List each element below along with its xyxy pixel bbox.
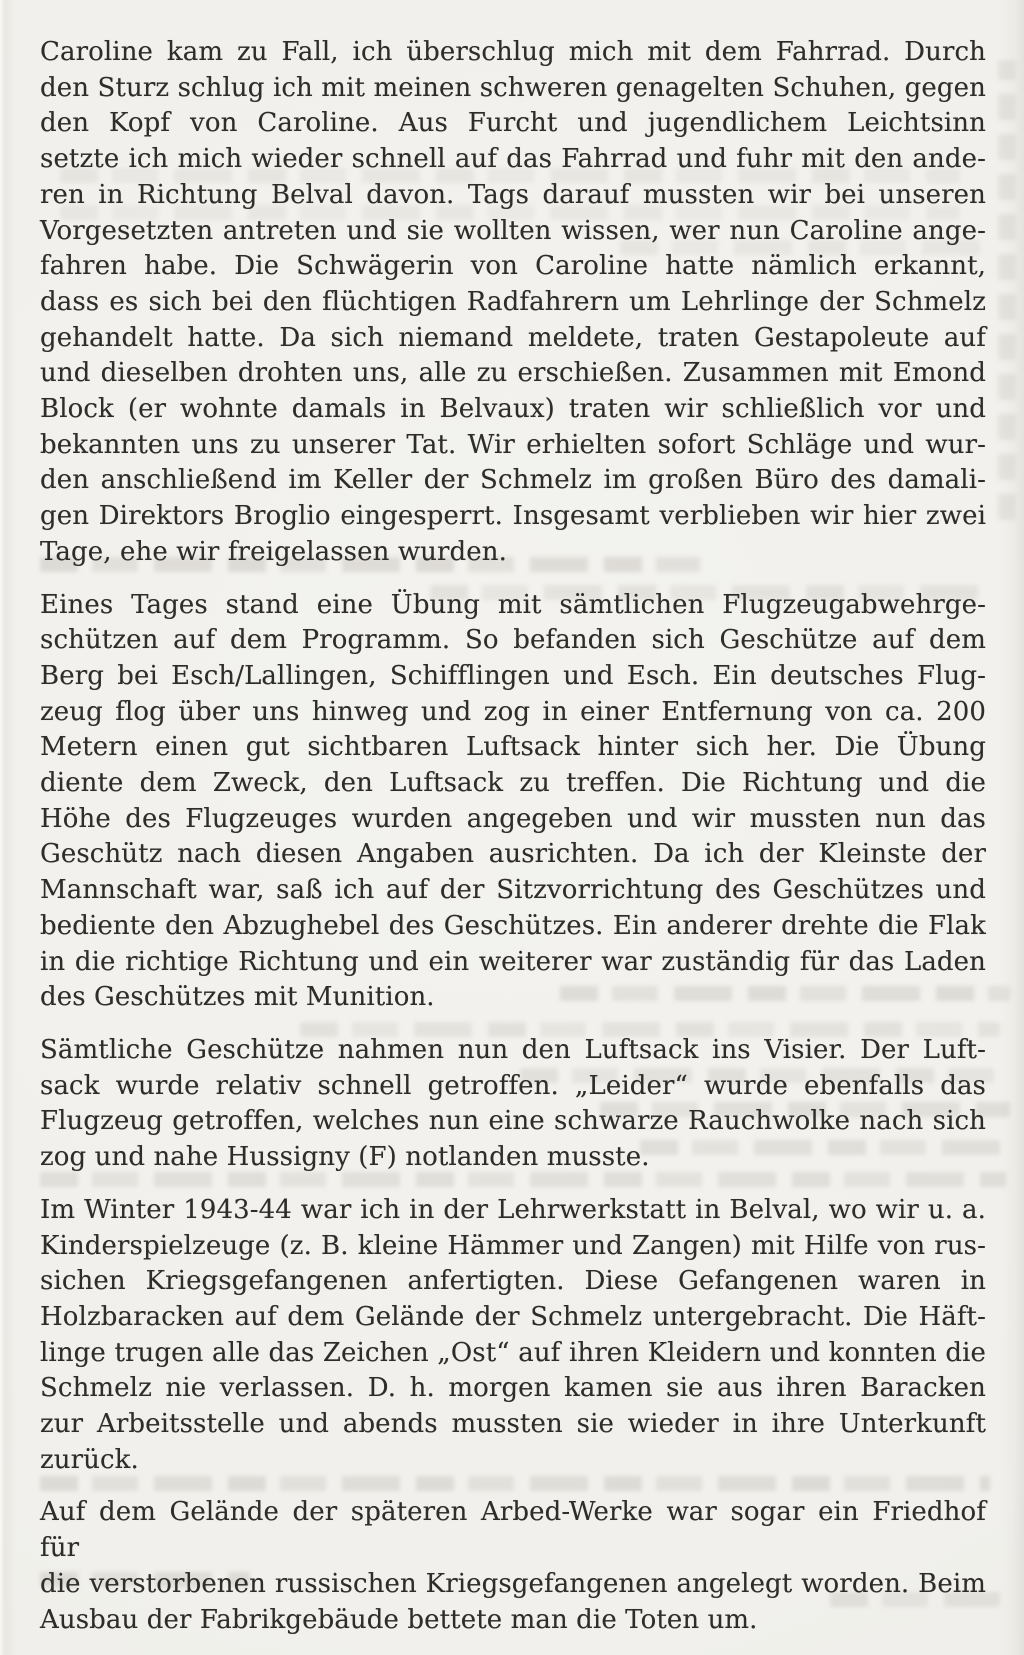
text-line: Vorgesetzten antreten und sie wollten wissen, wer nun Caroline ange- — [40, 215, 986, 246]
text-line: Metern einen gut sichtbaren Luftsack hinter sich her. Die Übung — [40, 732, 986, 763]
text-line: Flugzeug getroffen, welches nun eine schwarze Rauchwolke nach sich — [40, 1106, 986, 1137]
text-line: Auf dem Gelände der späteren Arbed-Werke war sogar ein Friedhof für — [40, 1497, 986, 1564]
text-line: Geschütz nach diesen Angaben ausrichten. Da ich der Kleinste der — [40, 839, 986, 870]
text-line: zur Arbeitsstelle und abends mussten sie wieder in ihre Unterkunft — [40, 1409, 986, 1440]
text-line: gehandelt hatte. Da sich niemand meldete, traten Gestapoleute auf — [40, 322, 986, 353]
text-line: in die richtige Richtung und ein weiterer war zuständig für das Laden — [40, 946, 986, 977]
text-line: Eines Tages stand eine Übung mit sämtlichen Flugzeugabwehrge- — [40, 589, 986, 620]
text-line: Schmelz nie verlassen. D. h. morgen kamen sie aus ihren Baracken — [40, 1373, 986, 1404]
text-line: den anschließend im Keller der Schmelz im großen Büro des damali- — [40, 465, 986, 496]
text-line: setzte ich mich wieder schnell auf das Fahrrad und fuhr mit den ande- — [40, 144, 986, 175]
text-line: Sämtliche Geschütze nahmen nun den Luftsack ins Visier. Der Luft- — [40, 1034, 986, 1065]
text-line: zurück. — [40, 1444, 139, 1475]
text-line: Block (er wohnte damals in Belvaux) traten wir schließlich vor und — [40, 394, 986, 425]
text-line: Tage, ehe wir freigelassen wurden. — [40, 536, 507, 567]
text-line: Mannschaft war, saß ich auf der Sitzvorrichtung des Geschützes und — [40, 875, 986, 906]
text-line: Kinderspielzeuge (z. B. kleine Hämmer und Zangen) mit Hilfe von rus- — [40, 1230, 986, 1261]
text-line: den Kopf von Caroline. Aus Furcht und jugendlichem Leichtsinn — [40, 108, 986, 139]
text-line: gen Direktors Broglio eingesperrt. Insgesamt verblieben wir hier zwei — [40, 501, 986, 532]
paragraph — [40, 1495, 986, 1638]
text-line: Caroline kam zu Fall, ich überschlug mich mit dem Fahrrad. Durch — [40, 37, 986, 67]
text-line: Ausbau der Fabrikgebäude bettete man die Toten um. — [40, 1604, 758, 1635]
text-line: bediente den Abzughebel des Geschützes. Ein anderer drehte die Flak — [40, 910, 986, 941]
text-line: sack wurde relativ schnell getroffen. „Leider“ wurde ebenfalls das — [40, 1070, 986, 1101]
text-line: sichen Kriegsgefangenen anfertigten. Diese Gefangenen waren in — [40, 1266, 986, 1297]
text-line: fahren habe. Die Schwägerin von Caroline hatte nämlich erkannt, — [40, 251, 986, 282]
text-line: die verstorbenen russischen Kriegsgefangenen angelegt worden. Beim — [40, 1568, 986, 1599]
text-line: schützen auf dem Programm. So befanden sich Geschütze auf dem — [40, 625, 986, 656]
paragraph — [40, 1193, 986, 1479]
paragraph — [40, 1033, 986, 1176]
text-line: bekannten uns zu unserer Tat. Wir erhielten sofort Schläge und wur- — [40, 429, 986, 460]
text-line: zog und nahe Hussigny (F) notlanden musste. — [40, 1142, 650, 1173]
text-line: ren in Richtung Belval davon. Tags darauf mussten wir bei unseren — [40, 179, 986, 210]
text-line: dass es sich bei den flüchtigen Radfahrern um Lehrlinge der Schmelz — [40, 286, 986, 317]
text-column — [40, 35, 986, 1655]
paragraph — [40, 588, 986, 1016]
text-line: Berg bei Esch/Lallingen, Schifflingen und Esch. Ein deutsches Flug- — [40, 660, 986, 691]
text-line: den Sturz schlug ich mit meinen schweren genagelten Schuhen, gegen — [40, 72, 986, 103]
text-line: linge trugen alle das Zeichen „Ost“ auf ihren Kleidern und konnten die — [40, 1337, 986, 1368]
bleedthrough-artifact — [998, 60, 1016, 520]
text-line: des Geschützes mit Munition. — [40, 982, 435, 1013]
paragraph — [40, 35, 986, 571]
text-line: Höhe des Flugzeuges wurden angegeben und wir mussten nun das — [40, 803, 986, 834]
text-line: diente dem Zweck, den Luftsack zu treffen. Die Richtung und die — [40, 768, 986, 799]
text-line: zeug flog über uns hinweg und zog in einer Entfernung von ca. 200 — [40, 696, 986, 727]
text-line: und dieselben drohten uns, alle zu erschießen. Zusammen mit Emond — [40, 358, 986, 389]
text-line: Holzbaracken auf dem Gelände der Schmelz untergebracht. Die Häft- — [40, 1301, 986, 1332]
text-line: Im Winter 1943-44 war ich in der Lehrwerkstatt in Belval, wo wir u. a. — [40, 1194, 986, 1225]
